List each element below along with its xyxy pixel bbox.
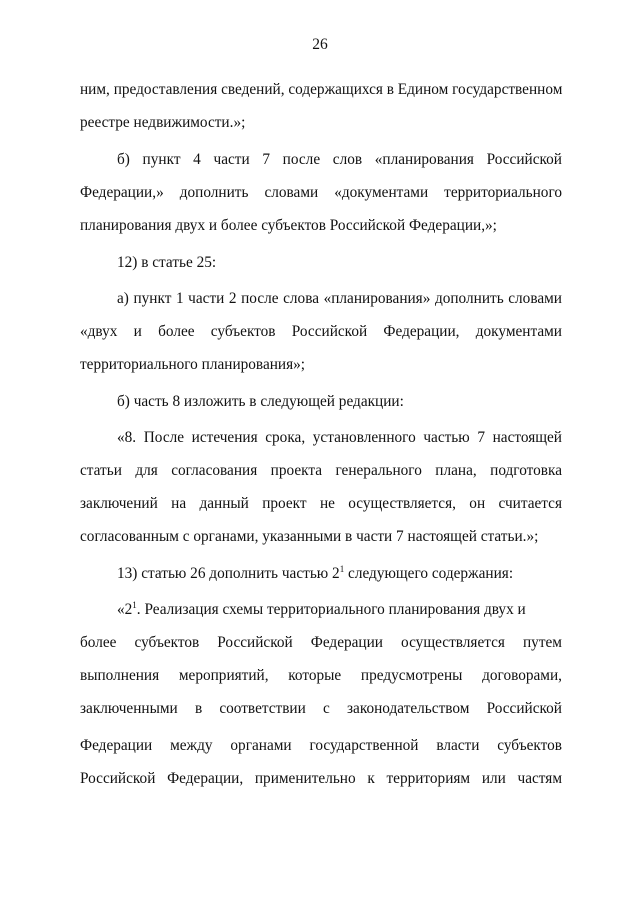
- text-line: б) часть 8 изложить в следующей редакции:: [117, 393, 404, 410]
- text-line: заключенными в соответствии с законодательством Российской: [80, 700, 562, 717]
- text-line: Федерации между органами государственной власти субъектов: [80, 737, 562, 754]
- text-span: . Реализация схемы территориального планирования двух и: [136, 601, 526, 618]
- text-span: следующего содержания:: [344, 565, 514, 582]
- superscript: 1: [339, 564, 345, 574]
- text-span: [117, 600, 526, 620]
- text-line: б) пункт 4 части 7 после слов «планирования Российской: [117, 151, 562, 168]
- text-line: [117, 600, 562, 620]
- text-span: «2: [117, 601, 133, 618]
- text-line: реестре недвижимости.»;: [80, 114, 246, 131]
- text-line: выполнения мероприятий, которые предусмотрены договорами,: [80, 667, 562, 684]
- text-line: [117, 564, 562, 584]
- text-line: статьи для согласования проекта генерального плана, подготовка: [80, 462, 562, 479]
- text-span: 13) статью 26 дополнить частью 2: [117, 565, 340, 582]
- text-line: Федерации,» дополнить словами «документами территориального: [80, 184, 562, 201]
- text-line: согласованным с органами, указанными в части 7 настоящей статьи.»;: [80, 528, 539, 545]
- text-line: ним, предоставления сведений, содержащихся в Едином государственном: [80, 81, 563, 98]
- text-line: «двух и более субъектов Российской Федерации, документами: [80, 323, 562, 340]
- page-number: 26: [312, 36, 328, 53]
- text-line: территориального планирования»;: [80, 356, 306, 373]
- text-line: планирования двух и более субъектов Российской Федерации,»;: [80, 217, 497, 234]
- superscript: 1: [132, 600, 137, 610]
- text-line: а) пункт 1 части 2 после слова «планирования» дополнить словами: [117, 290, 562, 307]
- text-line: более субъектов Российской Федерации осуществляется путем: [80, 634, 562, 651]
- text-line: Российской Федерации, применительно к территориям или частям: [80, 770, 562, 787]
- text-line: 12) в статье 25:: [117, 254, 217, 271]
- text-line: «8. После истечения срока, установленного частью 7 настоящей: [117, 429, 562, 446]
- text-line: заключений на данный проект не осуществляется, он считается: [80, 495, 562, 512]
